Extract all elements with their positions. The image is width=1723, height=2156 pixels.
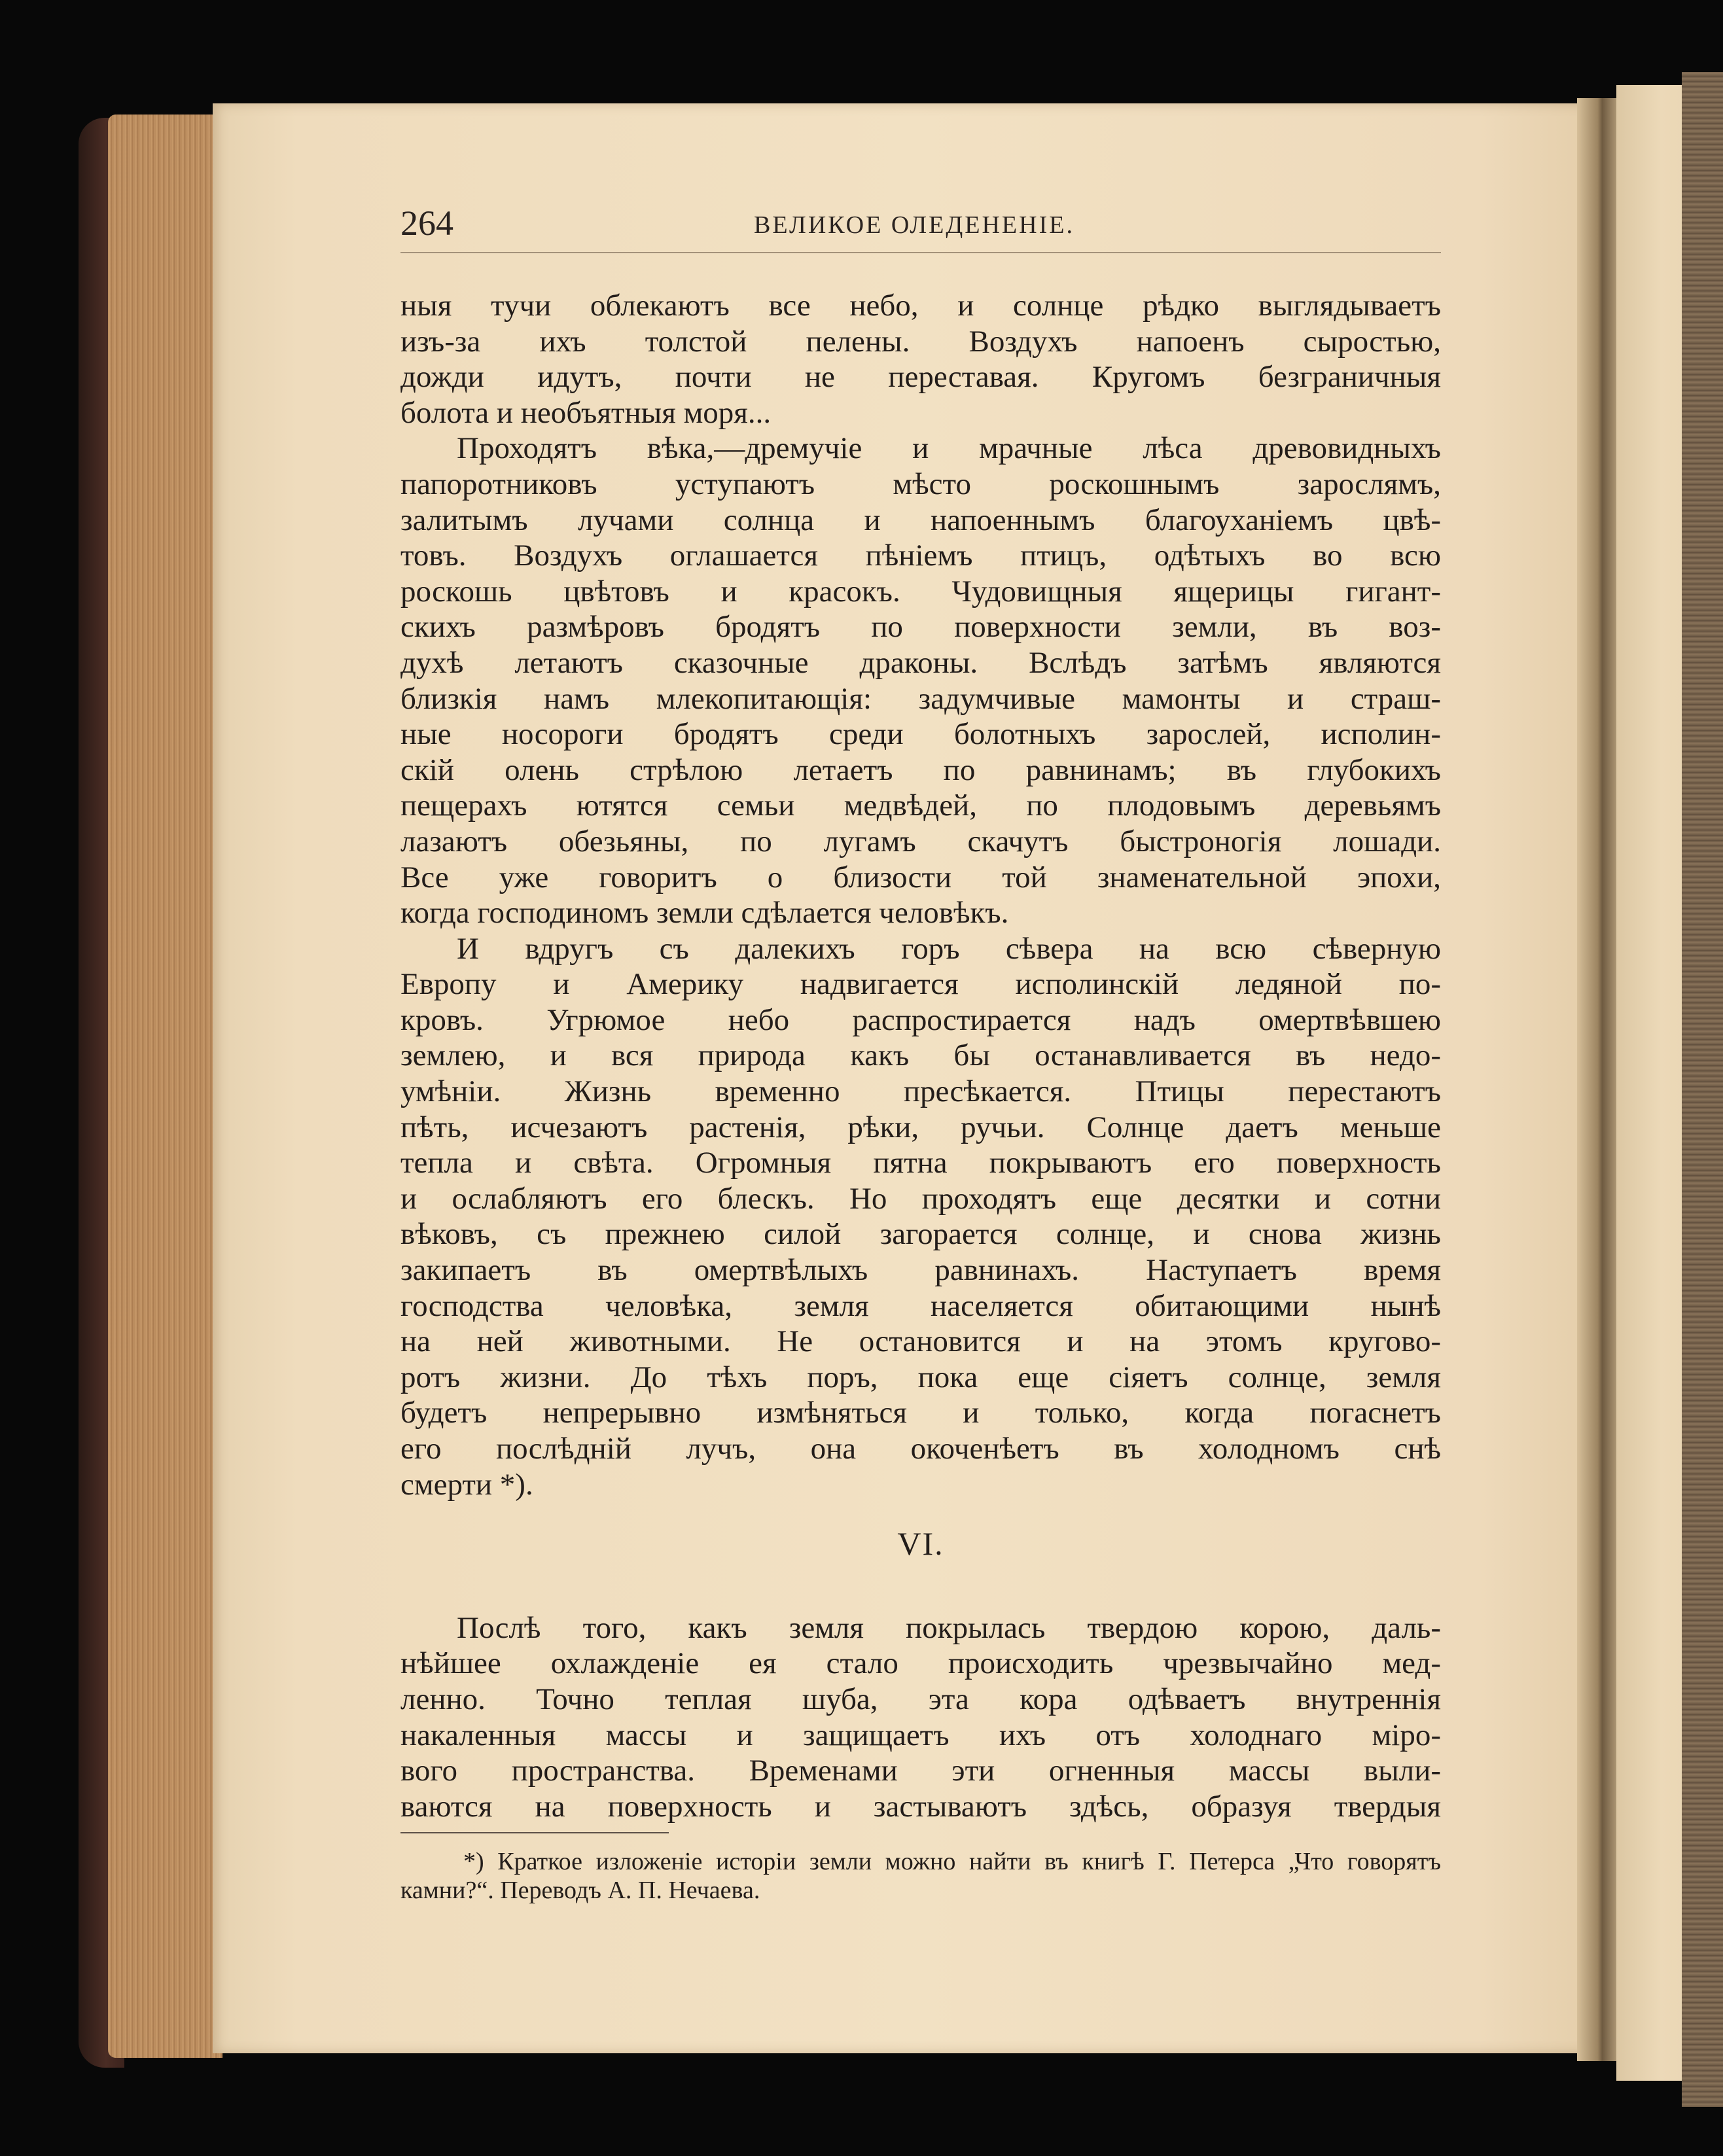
paragraph [400, 931, 1441, 1503]
text-line: господства человѣка, земля населяется обитающими нынѣ [400, 1288, 1441, 1323]
text-line: закипаетъ въ омертвѣлыхъ равнинахъ. Наступаетъ время [400, 1253, 1441, 1288]
text-line: скій олень стрѣлою летаетъ по равнинамъ; въ глубокихъ [400, 752, 1441, 787]
text-line: близкія намъ млекопитающія: задумчивые мамонты и страш- [400, 681, 1441, 716]
text-line: его послѣдній лучъ, она окоченѣетъ въ холодномъ снѣ [400, 1432, 1441, 1466]
text-line: дожди идутъ, почти не переставая. Кругомъ безграничныя [400, 360, 1441, 395]
text-line: пещерахъ ютятся семьи медвѣдей, по плодовымъ деревьямъ [400, 788, 1441, 823]
text-line: вѣковъ, съ прежнею силой загорается солнце, и снова жизнь [400, 1217, 1441, 1252]
text-line: папоротниковъ уступаютъ мѣсто роскошнымъ зарослямъ, [400, 467, 1441, 501]
paragraph [400, 431, 1441, 930]
text-line: товъ. Воздухъ оглашается пѣніемъ птицъ, одѣтыхъ во всю [400, 539, 1441, 573]
body-text [400, 288, 1441, 1824]
footnote-rule [400, 1832, 669, 1833]
text-line: изъ-за ихъ толстой пелены. Воздухъ напоенъ сыростью, [400, 324, 1441, 359]
text-line: умѣніи. Жизнь временно пресѣкается. Птицы перестаютъ [400, 1074, 1441, 1109]
text-line: духѣ летаютъ сказочные драконы. Вслѣдъ затѣмъ являются [400, 645, 1441, 680]
text-line: тепла и свѣта. Огромныя пятна покрываютъ его поверхность [400, 1146, 1441, 1180]
text-line: ные носороги бродятъ среди болотныхъ зарослей, исполин- [400, 717, 1441, 752]
text-line: Все уже говоритъ о близости той знаменательной эпохи, [400, 860, 1441, 894]
section-heading: VI. [897, 1525, 944, 1563]
text-line: болота и необъятныя моря... [400, 395, 772, 430]
text-line: лазаютъ обезьяны, по лугамъ скачутъ быстроногія лошади. [400, 824, 1441, 858]
text-line: ваются на поверхность и застываютъ здѣсь, образуя твердыя [400, 1789, 1441, 1824]
text-line: скихъ размѣровъ бродятъ по поверхности земли, въ воз- [400, 610, 1441, 645]
page-header [400, 196, 1441, 255]
text-line: ротъ жизни. До тѣхъ поръ, пока еще сіяетъ солнце, земля [400, 1360, 1441, 1394]
text-line: землею, и вся природа какъ бы останавливается въ недо- [400, 1038, 1441, 1073]
paragraph [400, 1610, 1441, 1825]
text-line: когда господиномъ земли сдѣлается человѣкъ. [400, 896, 1009, 930]
running-title: ВЕЛИКОЕ ОЛЕДЕНЕНІЕ. [754, 211, 1075, 239]
text-line: нѣйшее охлажденіе ея стало происходить чрезвычайно мед- [400, 1646, 1441, 1681]
text-line: Проходятъ вѣка,—дремучіе и мрачные лѣса древовидныхъ [457, 431, 1441, 466]
footnote-text: *) Краткое изложеніе исторіи земли можно найти въ книгѣ Г. Петерса „Что говорятъ камни?“. Переводъ А. П. Нечаева. [400, 1848, 1441, 1904]
text-line: пѣть, исчезаютъ растенія, рѣки, ручьи. Солнце даетъ меньше [400, 1110, 1441, 1144]
text-line: кровъ. Угрюмое небо распростирается надъ омертвѣвшею [400, 1002, 1441, 1037]
text-line: ленно. Точно теплая шуба, эта кора одѣваетъ внутреннія [400, 1682, 1441, 1716]
page-number: 264 [400, 203, 453, 243]
text-line: и ослабляютъ его блескъ. Но проходятъ еще десятки и сотни [400, 1181, 1441, 1216]
page-fore-edge [108, 115, 222, 2058]
paragraph [400, 288, 1441, 431]
text-line: залитымъ лучами солнца и напоеннымъ благоуханіемъ цвѣ- [400, 503, 1441, 537]
text-line: И вдругъ съ далекихъ горъ сѣвера на всю сѣверную [457, 931, 1441, 966]
text-line: накаленныя массы и защищаетъ ихъ отъ холоднаго міро- [400, 1718, 1441, 1752]
text-line: Послѣ того, какъ земля покрылась твердою корою, даль- [457, 1610, 1441, 1645]
text-line: смерти *). [400, 1467, 533, 1502]
text-line: Европу и Америку надвигается исполинскій ледяной по- [400, 967, 1441, 1002]
header-rule [400, 252, 1441, 253]
text-line: роскошь цвѣтовъ и красокъ. Чудовищныя ящерицы гигант- [400, 574, 1441, 609]
footnote [400, 1847, 1441, 1905]
text-line: ныя тучи облекаютъ все небо, и солнце рѣдко выглядываетъ [400, 289, 1441, 323]
text-line: на ней животными. Не остановится и на этомъ кругово- [400, 1324, 1441, 1359]
text-line: будетъ непрерывно измѣняться и только, когда погаснетъ [400, 1396, 1441, 1430]
book-cover-right [1682, 72, 1723, 2107]
text-line: вого пространства. Временами эти огненныя массы выли- [400, 1754, 1441, 1788]
